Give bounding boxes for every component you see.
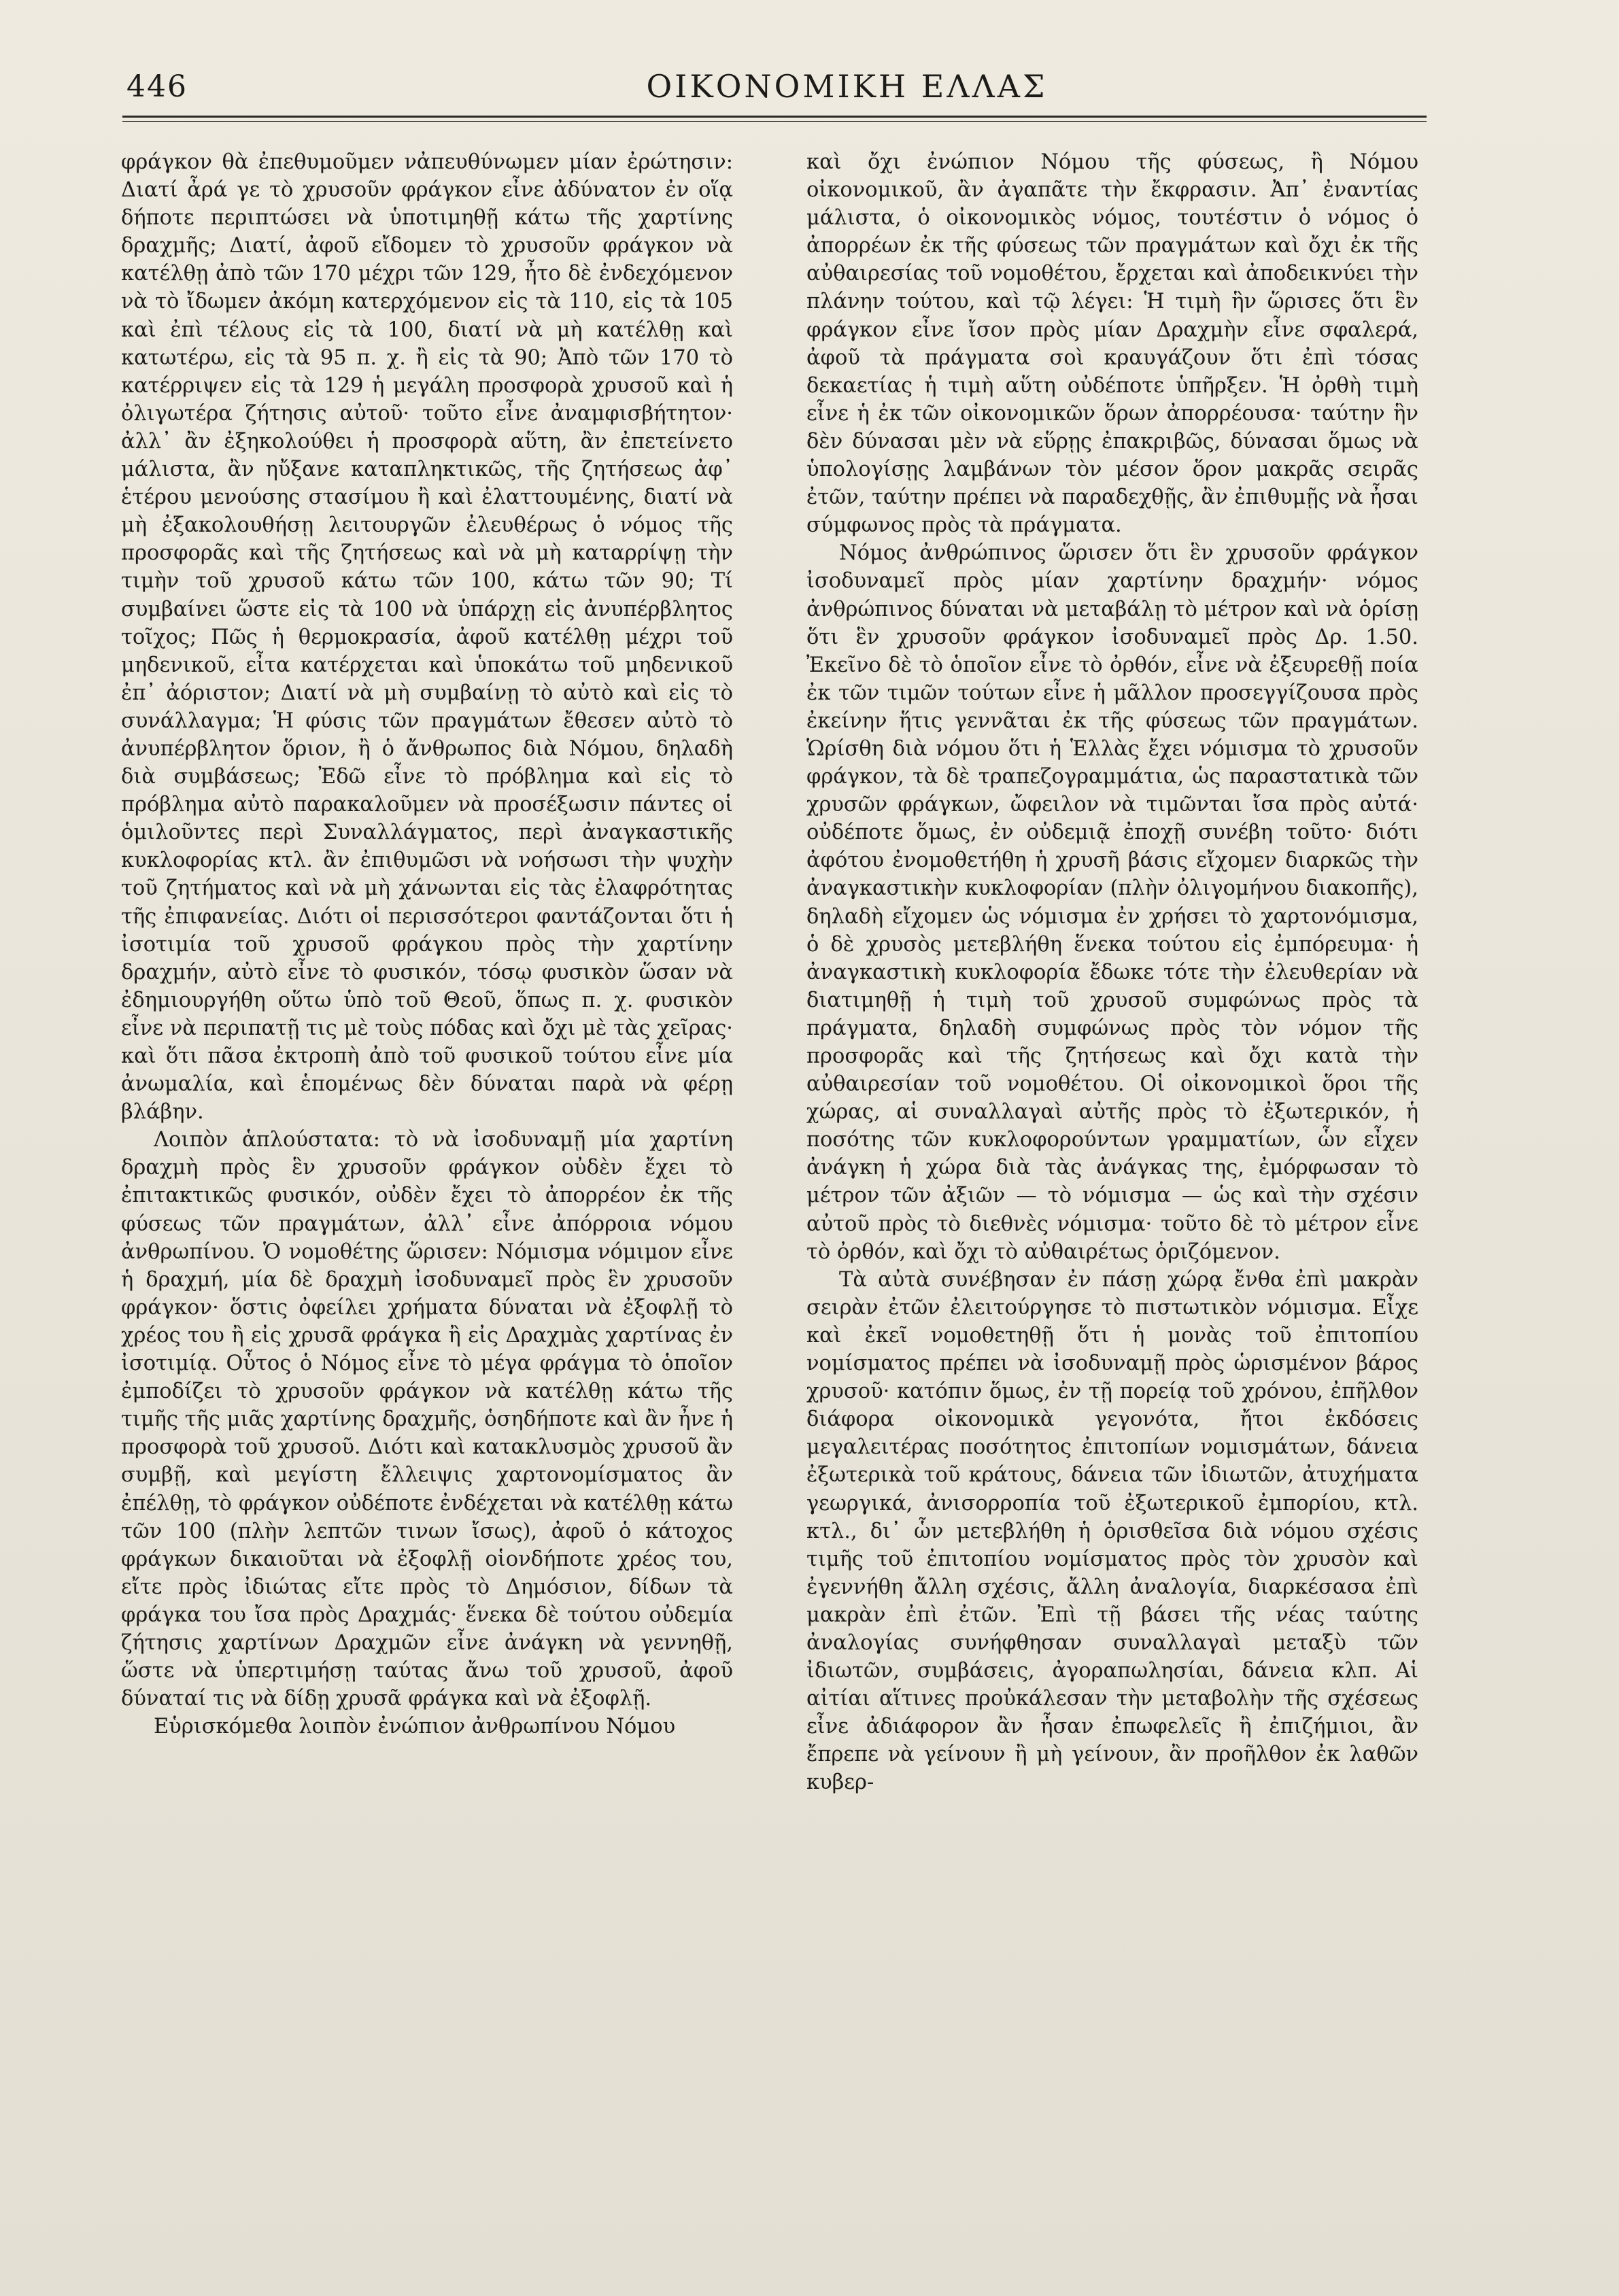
paragraph: καὶ ὄχι ἐνώπιον Νόμου τῆς φύσεως, ἢ Νόμου οἰκονομικοῦ, ἂν ἀγαπᾶτε τὴν ἔκφρασιν. Ἀπ᾽ ἐναντίας μάλιστα, ὁ οἰκονομικὸς νόμος, τουτέστιν ὁ νόμος ὁ ἀπορρέων ἐκ τῆς φύσεως τῶν πραγμάτων καὶ ὄχι ἐκ τῆς αὐθαιρεσίας τοῦ νομοθέτου, ἔρχεται καὶ ἀποδεικνύει τὴν πλάνην τούτου, καὶ τῷ λέγει: Ἡ τιμὴ ἣν ὥρισες ὅτι ἓν φράγκον εἶνε ἴσον πρὸς μίαν Δραχμὴν εἶνε σφαλερά, ἀφοῦ τὰ πράγματα σοὶ κραυγάζουν ὅτι ἐπὶ τόσας δεκαετίας ἡ τιμὴ αὕτη οὐδέποτε ὑπῆρξεν. Ἡ ὀρθὴ τιμὴ εἶνε ἡ ἐκ τῶν οἰκονομικῶν ὅρων ἀπορρέουσα· ταύτην ἣν δὲν δύνασαι μὲν νὰ εὕρῃς ἐπακριβῶς, δύνασαι ὅμως νὰ ὑπολογίσῃς λαμβάνων τὸν μέσον ὅρον μακρᾶς σειρᾶς ἐτῶν, ταύτην πρέπει νὰ παραδεχθῇς, ἂν ἐπιθυμῇς νὰ ἦσαι σύμφωνος πρὸς τὰ πράγματα.: [806, 150, 1418, 538]
paragraph: φράγκον θὰ ἐπεθυμοῦμεν νἀπευθύνωμεν μίαν ἐρώτησιν: Διατί ἆρά γε τὸ χρυσοῦν φράγκον εἶνε ἀδύνατον ἐν οἵᾳ δήποτε περιπτώσει νὰ ὑποτιμηθῇ κάτω τῆς χαρτίνης δραχμῆς; Διατί, ἀφοῦ εἴδομεν τὸ χρυσοῦν φράγκον νὰ κατέλθῃ ἀπὸ τῶν 170 μέχρι τῶν 129, ἦτο δὲ ἐνδεχόμενον νὰ τὸ ἴδωμεν ἀκόμη κατερχόμενον εἰς τὰ 110, εἰς τὰ 105 καὶ ἐπὶ τέλους εἰς τὰ 100, διατί νὰ μὴ κατέλθῃ καὶ κατωτέρω, εἰς τὰ 95 π. χ. ἢ εἰς τὰ 90; Ἀπὸ τῶν 170 τὸ κατέρριψεν εἰς τὰ 129 ἡ μεγάλη προσφορὰ χρυσοῦ καὶ ἡ ὀλιγωτέρα ζήτησις αὐτοῦ· τοῦτο εἶνε ἀναμφισβήτητον· ἀλλ᾽ ἂν ἐξηκολούθει ἡ προσφορὰ αὕτη, ἂν ἐπετείνετο μάλιστα, ἂν ηὔξανε καταπληκτικῶς, τῆς ζητήσεως ἀφ᾽ ἑτέρου μενούσης στασίμου ἢ καὶ ἐλαττουμένης, διατί νὰ μὴ ἐξακολουθήσῃ λειτουργῶν ἐλευθέρως ὁ νόμος τῆς προσφορᾶς καὶ τῆς ζητήσεως καὶ νὰ μὴ καταρρίψῃ τὴν τιμὴν τοῦ χρυσοῦ κάτω τῶν 100, κάτω τῶν 90; Τί συμβαίνει ὥστε εἰς τὰ 100 νὰ ὑπάρχῃ εἰς ἀνυπέρβλητος τοῖχος; Πῶς ἡ θερμοκρασία, ἀφοῦ κατέλθῃ μέχρι τοῦ μηδενικοῦ, εἶτα κατέρχεται καὶ ὑποκάτω τοῦ μηδενικοῦ ἐπ᾽ ἀόριστον; Διατί νὰ μὴ συμβαίνῃ τὸ αὐτὸ καὶ εἰς τὸ συνάλλαγμα; Ἡ φύσις τῶν πραγμάτων ἔθεσεν αὐτὸ τὸ ἀνυπέρβλητον ὅριον, ἢ ὁ ἄνθρωπος διὰ Νόμου, δηλαδὴ διὰ συμβάσεως; Ἐδῶ εἶνε τὸ πρόβλημα καὶ εἰς τὸ πρόβλημα αὐτὸ παρακαλοῦμεν νὰ προσέξωσιν πάντες οἱ ὁμιλοῦντες περὶ Συναλλάγματος, περὶ ἀναγκαστικῆς κυκλοφορίας κτλ. ἂν ἐπιθυμῶσι νὰ νοήσωσι τὴν ψυχὴν τοῦ ζητήματος καὶ νὰ μὴ χάνωνται εἰς τὰς ἐλαφρότητας τῆς ἐπιφανείας. Διότι οἱ περισσότεροι φαντάζονται ὅτι ἡ ἰσοτιμία τοῦ χρυσοῦ φράγκου πρὸς τὴν χαρτίνην δραχμήν, αὐτὸ εἶνε τὸ φυσικόν, τόσῳ φυσικὸν ὥσαν νὰ ἐδημιουργήθη οὕτω ὑπὸ τοῦ Θεοῦ, ὅπως π. χ. φυσικὸν εἶνε νὰ περιπατῇ τις μὲ τοὺς πόδας καὶ ὄχι μὲ τὰς χεῖρας· καὶ ὅτι πᾶσα ἐκτροπὴ ἀπὸ τοῦ φυσικοῦ τούτου εἶνε μία ἀνωμαλία, καὶ ἑπομένως δὲν δύναται παρὰ νὰ φέρῃ βλάβην.: [121, 150, 733, 1125]
header-rule: [122, 116, 1427, 118]
paragraph: Εὑρισκόμεθα λοιπὸν ἐνώπιον ἀνθρωπίνου Νόμου: [154, 1715, 676, 1739]
paragraph: Τὰ αὐτὰ συνέβησαν ἐν πάσῃ χώρᾳ ἔνθα ἐπὶ μακρὰν σειρὰν ἐτῶν ἐλειτούργησε τὸ πιστωτικὸν νόμισμα. Εἶχε καὶ ἐκεῖ νομοθετηθῇ ὅτι ἡ μονὰς τοῦ ἐπιτοπίου νομίσματος πρέπει νὰ ἰσοδυναμῇ πρὸς ὡρισμένον βάρος χρυσοῦ· κατόπιν ὅμως, ἐν τῇ πορείᾳ τοῦ χρόνου, ἐπῆλθον διάφορα οἰκονομικὰ γεγονότα, ἤτοι ἐκδόσεις μεγαλειτέρας ποσότητος ἐπιτοπίων νομισμάτων, δάνεια ἐξωτερικὰ τοῦ κράτους, δάνεια τῶν ἰδιωτῶν, ἀτυχήματα γεωργικά, ἀνισορροπία τοῦ ἐξωτερικοῦ ἐμπορίου, κτλ. κτλ., δι᾽ ὧν μετεβλήθη ἡ ὁρισθεῖσα διὰ νόμου σχέσις τιμῆς τοῦ ἐπιτοπίου νομίσματος πρὸς τὸν χρυσὸν καὶ ἐγεννήθη ἄλλη σχέσις, ἄλλη ἀναλογία, διαρκέσασα ἐπὶ μακρὰν ἐπὶ ἐτῶν. Ἐπὶ τῇ βάσει τῆς νέας ταύτης ἀναλογίας συνήφθησαν συναλλαγαὶ μεταξὺ τῶν ἰδιωτῶν, συμβάσεις, ἀγοραπωλησίαι, δάνεια κλπ. Αἱ αἰτίαι αἵτινες προὐκάλεσαν τὴν μεταβολὴν τῆς σχέσεως εἶνε ἀδιάφορον ἂν ἦσαν ἐπωφελεῖς ἢ ἐπιζήμιοι, ἂν ἔπρεπε νὰ γείνουν ἢ μὴ γείνουν, ἂν προῆλθον ἐκ λαθῶν κυβερ-: [806, 1267, 1418, 1795]
right-column: [806, 148, 1418, 2249]
header-rule-thin: [122, 121, 1427, 122]
page-number: 446: [126, 69, 188, 104]
paragraph: Λοιπὸν ἁπλούστατα: τὸ νὰ ἰσοδυναμῇ μία χαρτίνη δραχμὴ πρὸς ἓν χρυσοῦν φράγκον οὐδὲν ἔχει τὸ ἐπιτακτικῶς φυσικόν, οὐδὲν ἔχει τὸ ἀπορρέον ἐκ τῆς φύσεως τῶν πραγμάτων, ἀλλ᾽ εἶνε ἀπόρροια νόμου ἀνθρωπίνου. Ὁ νομοθέτης ὥρισεν: Νόμισμα νόμιμον εἶνε ἡ δραχμή, μία δὲ δραχμὴ ἰσοδυναμεῖ πρὸς ἓν χρυσοῦν φράγκον· ὅστις ὀφείλει χρήματα δύναται νὰ ἐξοφλῇ τὸ χρέος του ἢ εἰς χρυσᾶ φράγκα ἢ εἰς Δραχμὰς χαρτίνας ἐν ἰσοτιμίᾳ. Οὗτος ὁ Νόμος εἶνε τὸ μέγα φράγμα τὸ ὁποῖον ἐμποδίζει τὸ χρυσοῦν φράγκον νὰ κατέλθῃ κάτω τῆς τιμῆς τῆς μιᾶς χαρτίνης δραχμῆς, ὁσηδήποτε καὶ ἂν ἦνε ἡ προσφορὰ τοῦ χρυσοῦ. Διότι καὶ κατακλυσμὸς χρυσοῦ ἂν συμβῇ, καὶ μεγίστη ἔλλειψις χαρτονομίσματος ἂν ἐπέλθῃ, τὸ φράγκον οὐδέποτε ἐνδέχεται νὰ κατέλθῃ κάτω τῶν 100 (πλὴν λεπτῶν τινων ἴσως), ἀφοῦ ὁ κάτοχος φράγκων δικαιοῦται νὰ ἐξοφλῇ οἱονδήποτε χρέος του, εἴτε πρὸς ἰδιώτας εἴτε πρὸς τὸ Δημόσιον, δίδων τὰ φράγκα του ἴσα πρὸς Δραχμάς· ἕνεκα δὲ τούτου οὐδεμία ζήτησις χαρτίνων Δραχμῶν εἶνε ἀνάγκη νὰ γεννηθῇ, ὥστε νὰ ὑπερτιμήσῃ ταύτας ἄνω τοῦ χρυσοῦ, ἀφοῦ δύναταί τις νὰ δίδῃ χρυσᾶ φράγκα καὶ νὰ ἐξοφλῇ.: [121, 1128, 733, 1711]
left-column: [121, 148, 733, 2249]
running-title: ΟΙΚΟΝΟΜΙΚΗ ΕΛΛΑΣ: [646, 68, 1048, 105]
paragraph: Νόμος ἀνθρώπινος ὥρισεν ὅτι ἓν χρυσοῦν φράγκον ἰσοδυναμεῖ πρὸς μίαν χαρτίνην δραχμήν· νόμος ἀνθρώπινος δύναται νὰ μεταβάλῃ τὸ μέτρον καὶ νὰ ὁρίσῃ ὅτι ἓν χρυσοῦν φράγκον ἰσοδυναμεῖ πρὸς Δρ. 1.50. Ἐκεῖνο δὲ τὸ ὁποῖον εἶνε τὸ ὀρθόν, εἶνε νὰ ἐξευρεθῇ ποία ἐκ τῶν τιμῶν τούτων εἶνε ἡ μᾶλλον προσεγγίζουσα πρὸς ἐκείνην ἥτις γεννᾶται ἐκ τῆς φύσεως τῶν πραγμάτων. Ὡρίσθη διὰ νόμου ὅτι ἡ Ἑλλὰς ἔχει νόμισμα τὸ χρυσοῦν φράγκον, τὰ δὲ τραπεζογραμμάτια, ὡς παραστατικὰ τῶν χρυσῶν φράγκων, ὤφειλον νὰ τιμῶνται ἴσα πρὸς αὐτά· οὐδέποτε ὅμως, ἐν οὐδεμιᾷ ἐποχῇ συνέβη τοῦτο· διότι ἀφότου ἐνομοθετήθη ἡ χρυσῆ βάσις εἴχομεν διαρκῶς τὴν ἀναγκαστικὴν κυκλοφορίαν (πλὴν ὀλιγομήνου διακοπῆς), δηλαδὴ εἴχομεν ὡς νόμισμα ἐν χρήσει τὸ χαρτονόμισμα, ὁ δὲ χρυσὸς μετεβλήθη ἕνεκα τούτου εἰς ἐμπόρευμα· ἡ ἀναγκαστικὴ κυκλοφορία ἔδωκε τότε τὴν ἐλευθερίαν νὰ διατιμηθῇ ἡ τιμὴ τοῦ χρυσοῦ συμφώνως πρὸς τὰ πράγματα, δηλαδὴ συμφώνως πρὸς τὸν νόμον τῆς προσφορᾶς καὶ τῆς ζητήσεως καὶ ὄχι κατὰ τὴν αὐθαιρεσίαν τοῦ νομοθέτου. Οἱ οἰκονομικοὶ ὅροι τῆς χώρας, αἱ συναλλαγαὶ αὐτῆς πρὸς τὸ ἐξωτερικόν, ἡ ποσότης τῶν κυκλοφορούντων γραμματίων, ὧν εἶχεν ἀνάγκη ἡ χώρα διὰ τὰς ἀνάγκας της, ἐμόρφωσαν τὸ μέτρον τῶν ἀξιῶν — τὸ νόμισμα — ὡς καὶ τὴν σχέσιν αὐτοῦ πρὸς τὸ διεθνὲς νόμισμα· τοῦτο δὲ τὸ μέτρον εἶνε τὸ ὀρθόν, καὶ ὄχι τὸ αὐθαιρέτως ὁριζόμενον.: [806, 541, 1418, 1264]
